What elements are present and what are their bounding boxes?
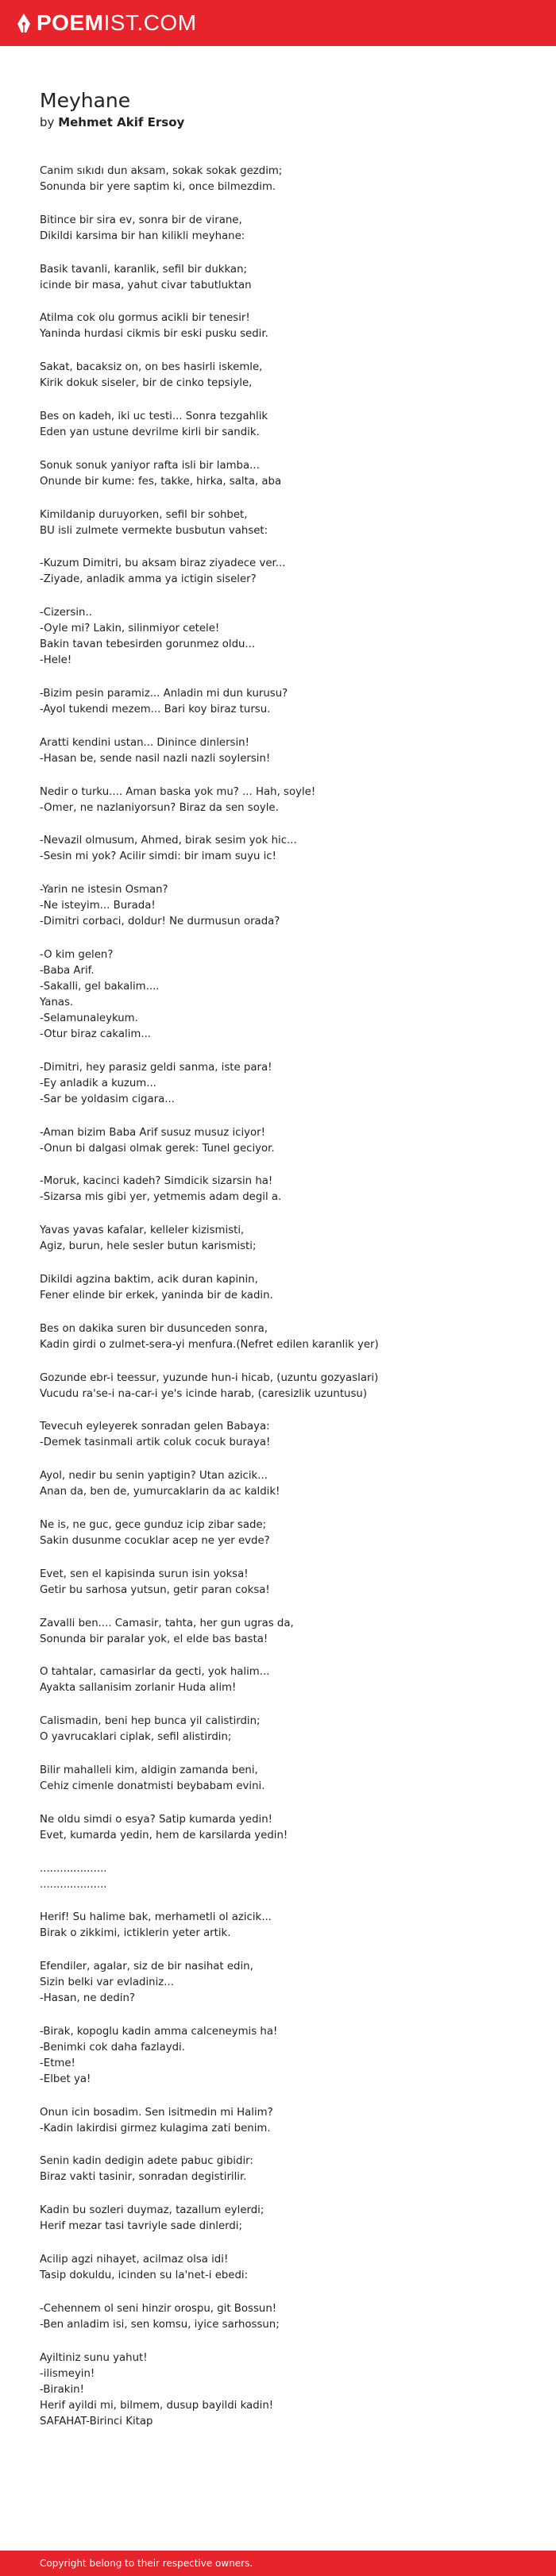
poem-stanza [40,1910,532,1942]
poem-line: Dikildi karsima bir han kilikli meyhane: [40,229,245,242]
poem-stanza [40,882,532,930]
poem-line: Onunde bir kume: fes, takke, hirka, salta, aba [40,475,282,488]
poem-line: -Demek tasinmali artik coluk cocuk buraya! [40,1436,271,1449]
poem-line: -Baba Arif. [40,964,95,977]
poem-line: -Cehennem ol seni hinzir orospu, git Bossun! [40,2302,277,2315]
poem-line: -Hasan be, sende nasil nazli nazli soylersin! [40,752,271,765]
poem-line: Ne is, ne guc, gece gunduz icip zibar sade; [40,1518,267,1531]
poem-line: -Kuzum Dimitri, bu aksam biraz ziyadece ver... [40,557,286,570]
poem-line: -Bizim pesin paramiz... Anladin mi dun kurusu? [40,687,288,700]
poem-line: -Oyle mi? Lakin, silinmiyor cetele! [40,623,220,635]
poem-stanza [40,2024,532,2088]
poem-line: Ayiltiniz sunu yahut! [40,2351,148,2364]
poem-line: -Birakin! [40,2383,84,2396]
poem-stanza [40,1714,532,1745]
poem-line: Cehiz cimenle donatmisti beybabam evini. [40,1780,265,1792]
poem-line: Getir bu sarhosa yutsun, getir paran coksa! [40,1583,270,1596]
poem-line: Kadin girdi o zulmet-sera-yi menfura.(Nefret edilen karanlik yer) [40,1338,379,1351]
poem-stanza [40,1468,532,1500]
poem-line: Ayakta sallanisim zorlanir Huda alim! [40,1682,237,1695]
poem-line: Basik tavanli, karanlik, sefil bir dukkan; [40,263,247,276]
poem-line: Kimildanip duruyorken, sefil bir sohbet, [40,508,248,521]
poem-stanza [40,1517,532,1549]
poem-line: -Dimitri corbaci, doldur! Ne durmusun orada? [40,916,280,928]
poem-line: Tasip dokuldu, icinden su la'net-i ebedi: [40,2269,249,2282]
poem-stanza [40,686,532,718]
logo-text-bold: POEM [37,10,104,35]
poem-stanza [40,605,532,669]
poem-line: Evet, kumarda yedin, hem de karsilarda yedin! [40,1829,288,1841]
poem-line: Birak o zikkimi, ictiklerin yeter artik. [40,1927,231,1940]
poem-stanza [40,1959,532,2007]
poem-stanza [40,1174,532,1205]
poem-stanza [40,1371,532,1402]
poem-line: -Hele! [40,654,72,667]
poem-line: -Nevazil olmusum, Ahmed, birak sesim yok hic... [40,835,297,847]
poem-line: Herif ayildi mi, bilmem, dusup bayildi kadin! [40,2399,274,2412]
poem-line: -Benimki cok daha fazlaydi. [40,2041,185,2053]
poem-stanza [40,1812,532,1844]
poem-stanza [40,2252,532,2284]
poem-line: Anan da, ben de, yumurcaklarin da ac kaldik! [40,1486,280,1498]
poem-stanza [40,785,532,816]
poem-line: -Ey anladik a kuzum... [40,1077,156,1089]
poem-stanza [40,360,532,391]
poem-line: -Ziyade, anladik amma ya ictigin siseler? [40,573,257,586]
poem-stanza [40,1567,532,1598]
poem-stanza [40,2105,532,2137]
poem-stanza [40,1223,532,1255]
poem-line: Bilir mahalleli kim, aldigin zamanda beni, [40,1764,258,1776]
site-footer [0,2551,556,2576]
poem-stanza [40,1861,532,1893]
poem-stanza [40,262,532,294]
site-logo[interactable] [16,10,197,36]
poem-line: Sakat, bacaksiz on, on bes hasirli iskemle, [40,361,263,374]
poem-stanza [40,735,532,767]
poem-line: -Ayol tukendi mezem... Bari koy biraz tursu. [40,703,271,715]
poem-content [40,89,532,2447]
poem-line: Acilip agzi nihayet, acilmaz olsa idi! [40,2254,229,2266]
poem-line: Sonunda bir yere saptim ki, once bilmezdim. [40,181,276,193]
poem-byline [40,114,532,130]
poem-line: -Omer, ne nazlaniyorsun? Biraz da sen soyle. [40,801,279,814]
poem-line: Onun icin bosadim. Sen isitmedin mi Halim? [40,2106,273,2119]
poem-line: Bitince bir sira ev, sonra bir de virane, [40,214,242,226]
poem-stanza [40,1664,532,1696]
poem-line: Ayol, nedir bu senin yaptigin? Utan azicik... [40,1470,268,1483]
poem-line: Yaninda hurdasi cikmis bir eski pusku sedir. [40,328,268,341]
poem-line: Ne oldu simdi o esya? Satip kumarda yedin! [40,1813,272,1826]
poem-line: O yavrucaklari ciplak, sefil alistirdin; [40,1731,232,1744]
poem-line: .................... [40,1878,107,1891]
poem-line: Vucudu ra'se-i na-car-i ye's icinde harab, (caresizlik uzuntusu) [40,1387,368,1400]
poem-line: -Moruk, kacinci kadeh? Simdicik sizarsin ha! [40,1175,273,1188]
poem-stanza [40,507,532,539]
poem-line: Bakin tavan tebesirden gorunmez oldu... [40,638,256,651]
poem-line: Dikildi agzina baktim, acik duran kapinin, [40,1273,258,1286]
poem-title: Meyhane [40,89,131,112]
author-link[interactable]: Mehmet Akif Ersoy [58,115,185,129]
site-header [0,0,556,46]
poem-line: Calismadin, beni hep bunca yil calistirdin; [40,1715,261,1728]
poem-line: Senin kadin dedigin adete pabuc gibidir: [40,2155,253,2168]
poem-stanza [40,947,532,1043]
poem-line: -Sakalli, gel bakalim.... [40,980,160,993]
poem-line: -Ben anladim isi, sen komsu, iyice sarhossun; [40,2318,280,2331]
poem-line: .................... [40,1862,107,1875]
poem-stanza [40,1419,532,1451]
logo-text [37,10,197,36]
poem-line: Agiz, burun, hele sesler butun karismisti; [40,1240,257,1253]
poem-line: -Hasan, ne dedin? [40,1992,135,2005]
poem-line: Yanas. [40,996,74,1008]
poem-stanza [40,1125,532,1157]
poem-line: SAFAHAT-Birinci Kitap [40,2415,153,2428]
poem-stanza [40,310,532,342]
poem-line: -Yarin ne istesin Osman? [40,884,168,897]
poem-stanza [40,1763,532,1795]
poem-line: -O kim gelen? [40,948,114,961]
poem-stanza [40,1060,532,1108]
poem-stanza [40,2350,532,2430]
poem-line: -Kadin lakirdisi girmez kulagima zati benim. [40,2122,271,2134]
poem-stanza [40,1272,532,1304]
poem-stanza [40,2154,532,2185]
poem-line: BU isli zulmete vermekte busbutun vahset: [40,524,268,537]
poem-stanza [40,1616,532,1648]
poem-line: Aratti kendini ustan... Dinince dinlersin! [40,736,249,749]
poem-line: Tevecuh eyleyerek sonradan gelen Babaya: [40,1421,270,1433]
poem-line: Sakin dusunme cocuklar acep ne yer evde? [40,1534,270,1547]
poem-line: -Dimitri, hey parasiz geldi sanma, iste para! [40,1061,272,1074]
poem-line: O tahtalar, camasirlar da gecti, yok halim... [40,1666,270,1679]
poem-line: -Sesin mi yok? Acilir simdi: bir imam suyu ic! [40,850,276,863]
poem-line: Kirik dokuk siseler, bir de cinko tepsiyle, [40,377,253,390]
poem-stanza [40,833,532,865]
poem-line: Fener elinde bir erkek, yaninda bir de kadin. [40,1289,273,1301]
poem-stanza [40,213,532,245]
poem-line: Efendiler, agalar, siz de bir nasihat edin, [40,1961,253,1973]
poem-stanza [40,1321,532,1353]
poem-line: -Birak, kopoglu kadin amma calceneymis ha! [40,2025,278,2038]
poem-stanza [40,556,532,588]
poem-line: -Selamunaleykum. [40,1012,138,1024]
poem-line: Sonuk sonuk yaniyor rafta isli bir lamba... [40,459,260,472]
logo-text-light: IST.COM [103,10,197,35]
poem-line: Herif mezar tasi tavriyle sade dinlerdi; [40,2220,242,2233]
copyright-text: Copyright belong to their respective owners. [40,2558,253,2569]
poem-line: -Ne isteyim... Burada! [40,900,156,912]
poem-stanza [40,458,532,490]
pen-nib-icon [16,13,32,33]
poem-line: Zavalli ben.... Camasir, tahta, her gun ugras da, [40,1617,294,1629]
poem-line: Sizin belki var evladiniz... [40,1976,174,1989]
poem-line: Evet, sen el kapisinda surun isin yoksa! [40,1568,249,1580]
poem-line: -ilismeyin! [40,2367,95,2380]
by-label: by [40,115,55,129]
poem-line: Sonunda bir paralar yok, el elde bas basta! [40,1633,268,1645]
poem-line: -Sizarsa mis gibi yer, yetmemis adam degil a. [40,1191,282,1204]
poem-line: -Etme! [40,2057,75,2069]
poem-line: Nedir o turku.... Aman baska yok mu? ... Hah, soyle! [40,785,316,798]
poem-line: -Aman bizim Baba Arif susuz musuz iciyor! [40,1126,265,1139]
poem-line: Eden yan ustune devrilme kirli bir sandik. [40,426,260,438]
poem-line: icinde bir masa, yahut civar tabutluktan [40,279,252,291]
poem-line: Herif! Su halime bak, merhametli ol azicik... [40,1911,272,1924]
poem-line: -Sar be yoldasim cigara... [40,1093,175,1105]
poem-line: -Otur biraz cakalim... [40,1028,152,1040]
poem-line: Gozunde ebr-i teessur, yuzunde hun-i hicab, (uzuntu gozyaslari) [40,1371,379,1384]
poem-line: Yavas yavas kafalar, kelleler kizismisti, [40,1224,245,1237]
poem-body [40,164,532,2430]
poem-line: Bes on dakika suren bir dusunceden sonra, [40,1322,268,1335]
poem-line: Bes on kadeh, iki uc testi... Sonra tezgahlik [40,410,268,422]
poem-stanza [40,409,532,441]
poem-line: -Onun bi dalgasi olmak gerek: Tunel geciyor. [40,1142,275,1155]
poem-line: Canim sıkıdı dun aksam, sokak sokak gezdim; [40,165,283,177]
poem-line: Biraz vakti tasinir, sonradan degistirilir. [40,2171,247,2184]
poem-line: -Cizersin.. [40,607,92,619]
poem-stanza [40,164,532,195]
poem-line: Kadin bu sozleri duymaz, tazallum eylerdi; [40,2204,264,2217]
poem-line: Atilma cok olu gormus acikli bir tenesir! [40,312,250,325]
poem-line: -Elbet ya! [40,2073,91,2085]
poem-stanza [40,2203,532,2235]
poem-stanza [40,2301,532,2333]
